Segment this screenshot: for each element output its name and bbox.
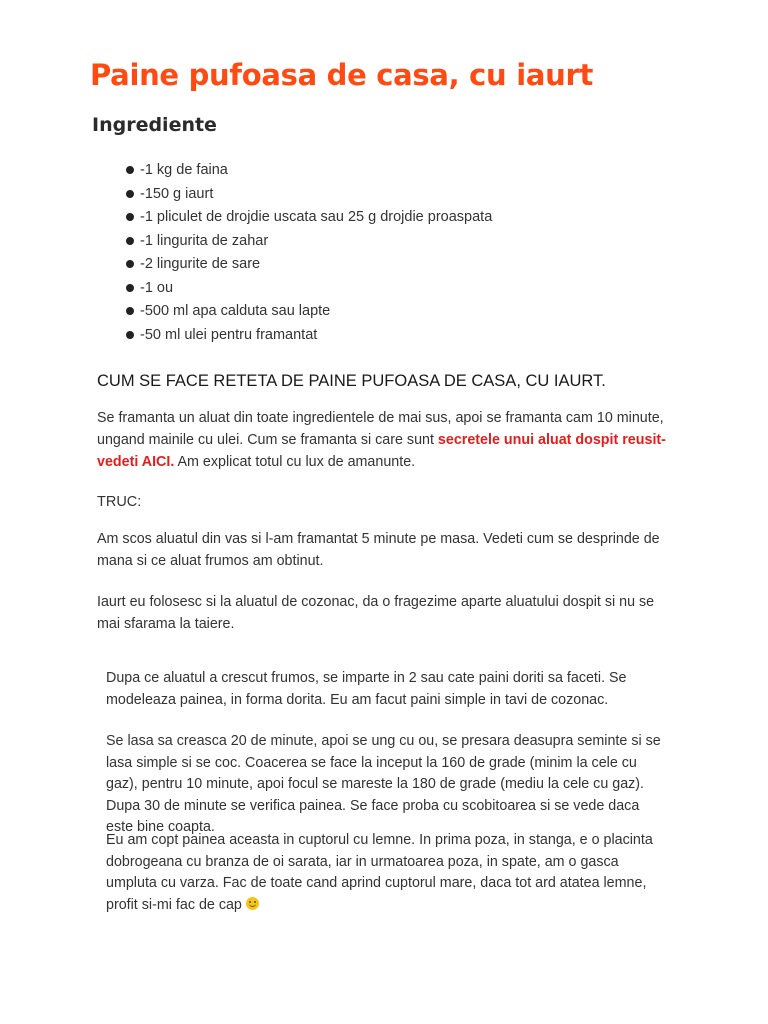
intro-text: Se framanta un aluat din toate ingredientele de mai sus, apoi se framanta cam 10 minute, ungand mainile cu ulei. Cum se framanta si care sunt — [97, 410, 664, 448]
truc-label: TRUC: — [97, 494, 142, 510]
ingredient-text: -1 kg de faina — [140, 162, 228, 178]
bullet-icon — [126, 190, 134, 198]
ingredient-text: -1 ou — [140, 279, 174, 296]
bullet-icon — [126, 284, 134, 292]
ingredient-text: -150 g iaurt — [140, 185, 214, 202]
method-heading: CUM SE FACE RETETA DE PAINE PUFOASA DE CASA, CU IAURT. — [97, 372, 606, 390]
bullet-icon — [126, 213, 134, 221]
bullet-icon — [126, 166, 134, 174]
intro-paragraph — [97, 407, 667, 473]
paragraph-coacere: Se lasa sa creasca 20 de minute, apoi se ung cu ou, se presara deasupra seminte si se lasa simple si se coc. Coacerea se face la inceput la 160 de grade (minim la cele cu gaz), pentru 10 minute, apoi focul se mareste la 180 de grade (mediu la cele cu gaz). Dupa 30 de minute se verifica painea. Se face proba cu scobitoarea si se vede daca este bine coapta. — [106, 733, 661, 835]
bullet-icon — [126, 260, 134, 268]
list-item — [126, 278, 492, 302]
paragraph-cuptor — [106, 830, 666, 916]
bullet-icon — [126, 331, 134, 339]
list-item — [126, 207, 492, 231]
ingredient-text: -500 ml apa calduta sau lapte — [140, 303, 331, 319]
paragraph-framantare: Am scos aluatul din vas si l-am framantat 5 minute pe masa. Vedeti cum se desprinde de mana si ce aluat frumos am obtinut. — [97, 531, 660, 569]
intro-text-end: Am explicat totul cu lux de amanunte. — [174, 454, 416, 470]
ingredients-heading: Ingrediente — [92, 114, 217, 136]
bullet-icon — [126, 237, 134, 245]
bullet-icon — [126, 307, 134, 315]
list-item — [126, 254, 492, 278]
paragraph-iaurt: Iaurt eu folosesc si la aluatul de cozonac, da o fragezime aparte aluatului dospit si nu se mai sfarama la taiere. — [97, 594, 655, 632]
list-item — [126, 301, 492, 325]
list-item — [126, 231, 492, 255]
ingredient-text: -50 ml ulei pentru framantat — [140, 326, 318, 343]
list-item — [126, 160, 492, 184]
aluat-secrets-link[interactable]: secretele unui aluat dospit reusit- vedeti AICI. — [97, 432, 666, 470]
ingredient-text: -1 lingurita de zahar — [140, 232, 269, 249]
ingredient-text: -2 lingurite de sare — [140, 256, 261, 272]
recipe-title: Paine pufoasa de casa, cu iaurt — [90, 58, 594, 92]
list-item — [126, 325, 492, 349]
list-item — [126, 184, 492, 208]
ingredients-list — [126, 160, 492, 348]
smiley-emoji-icon — [246, 897, 259, 910]
paragraph-cuptor-text: Eu am copt painea aceasta in cuptorul cu lemne. In prima poza, in stanga, e o placinta dobrogeana cu branza de oi sarata, iar in urmatoarea poza, in spate, am o gasca umpluta cu varza. Fac de toate cand aprind cuptorul mare, daca tot ard atatea lemne, profit si-mi fac de cap — [106, 832, 653, 913]
paragraph-modelare: Dupa ce aluatul a crescut frumos, se imparte in 2 sau cate paini doriti sa faceti. Se modeleaza painea, in forma dorita. Eu am facut paini simple in tavi de cozonac. — [106, 670, 627, 708]
ingredient-text: -1 pliculet de drojdie uscata sau 25 g drojdie proaspata — [140, 209, 493, 225]
